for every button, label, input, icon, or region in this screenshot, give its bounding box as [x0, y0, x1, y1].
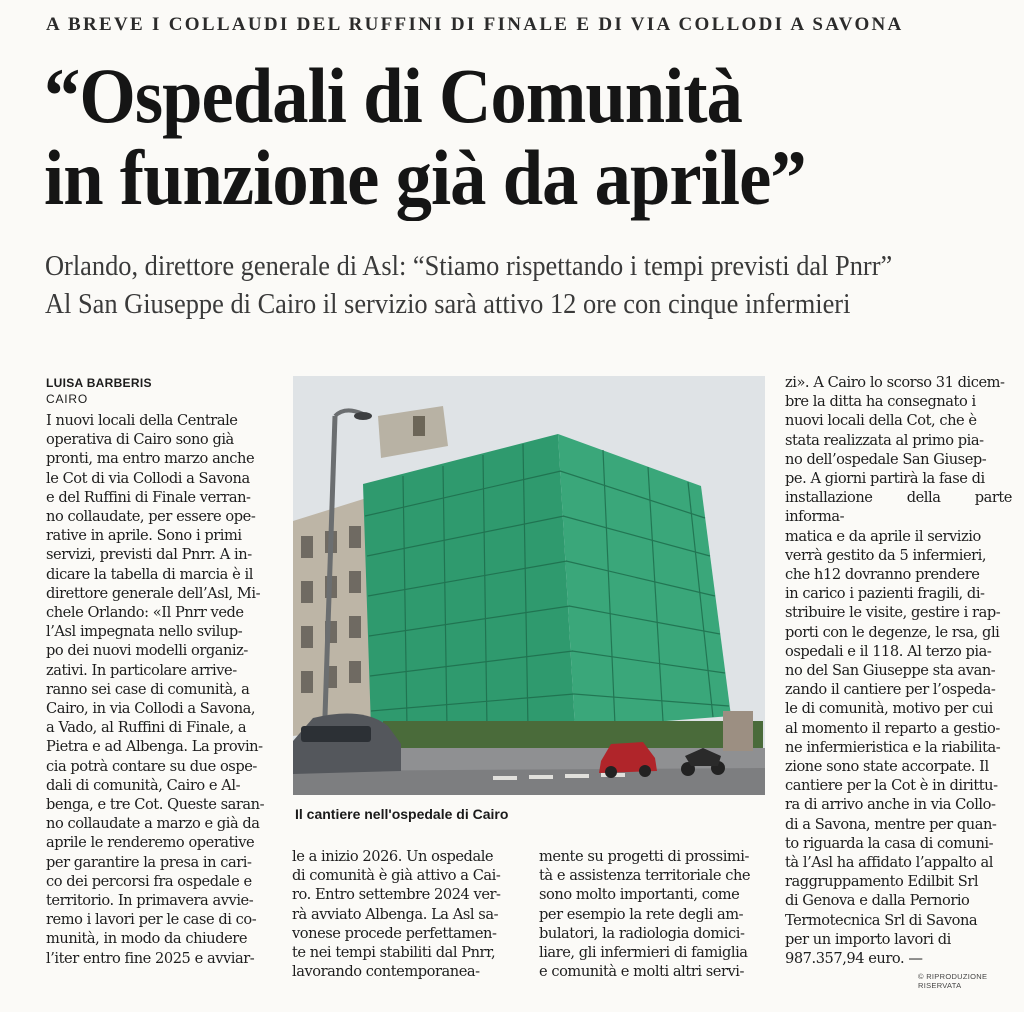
- copyright-notice: © RIPRODUZIONE RISERVATA: [918, 972, 988, 990]
- article-column-2: le a inizio 2026. Un ospedale di comunità è già attivo a Cai- ro. Entro settembre 2024 ver- rà avviato Albenga. La Asl sa- vonese procede perfettamen- te nei tempi stabiliti dal Pnrr, lavorando contemporanea-: [292, 848, 501, 981]
- article-column-3: mente su progetti di prossimi- tà e assistenza territoriale che sono molto importanti, come per esempio la rete degli am- bulatori, la radiologia domici- liare, gli infermieri di famiglia e comunità e molti altri servi-: [539, 848, 751, 981]
- byline-author: LUISA BARBERIS: [46, 376, 152, 390]
- byline: [46, 375, 152, 407]
- kicker: A BREVE I COLLAUDI DEL RUFFINI DI FINALE E DI VIA COLLODI A SAVONA: [46, 14, 904, 35]
- subheadline-line: Orlando, direttore generale di Asl: “Stiamo rispettando i tempi previsti dal Pnrr”: [45, 250, 893, 282]
- headline: [44, 52, 951, 221]
- subheadline: [45, 247, 1010, 323]
- article-column-1: I nuovi locali della Centrale operativa di Cairo sono già pronti, ma entro marzo anche le Cot di via Collodi a Savona e del Ruffini di Finale verran- no collaudate, per essere ope- rative in aprile. Sono i primi servizi, previsti dal Pnrr. A in- dicare la tabella di marcia è il direttore generale dell’Asl, Mi- chele Orlando: «Il Pnrr vede l’Asl impegnata nello svilup- po dei nuovi modelli organiz- zativi. In particolare arrive- ranno sei case di comunità, a Cairo, in via Collodi a Savona, a Vado, al Ruffini di Finale, a Pietra e ad Albenga. La provin- cia potrà contare su due ospe- dali di comunità, Cairo e Al- benga, e tre Cot. Queste saran- no collaudate a marzo e già da aprile le renderemo operative per garantire la presa in cari- co dei percorsi fra ospedale e territorio. In primavera avvie- remo i lavori per le case di co- munità, in modo da chiudere l’iter entro fine 2025 e avviar-: [46, 412, 265, 967]
- subheadline-line: Al San Giuseppe di Cairo il servizio sarà attivo 12 ore con cinque infermieri: [45, 288, 851, 320]
- photo-caption: Il cantiere nell'ospedale di Cairo: [295, 806, 509, 822]
- article-column-4: zi». A Cairo lo scorso 31 dicem- bre la ditta ha consegnato i nuovi locali della Cot, che è stata realizzata al primo pia- no dell’ospedale San Giusep- pe. A giorni partirà la fase di installazione della parte informa- matica e da aprile il servizio verrà gestito da 5 infermieri, che h12 dovranno prendere in carico i pazienti fragili, di- stribuire le visite, gestire i rap- porti con le degenze, le rsa, gli ospedali e il 118. Al terzo pia- no del San Giuseppe sta avan- zando il cantiere per l’ospeda- le di comunità, motivo per cui al momento il reparto a gestio- ne infermieristica e la riabilita- zione sono state accorpate. Il cantiere per la Cot è in dirittu- ra di arrivo anche in via Collo- di a Savona, mentre per quan- to riguarda la casa di comuni- tà l’Asl ha affidato l’appalto al raggruppamento Edilbit Srl di Genova e dalla Pernorio Termotecnica Srl di Savona per un importo lavori di 987.357,94 euro. —: [785, 374, 1012, 968]
- byline-place: CAIRO: [46, 392, 89, 406]
- headline-line: in funzione già da aprile”: [44, 134, 806, 221]
- photo-building-scaffolding: [293, 376, 765, 795]
- headline-line: “Ospedali di Comunità: [44, 52, 742, 139]
- article-photo: [293, 376, 765, 795]
